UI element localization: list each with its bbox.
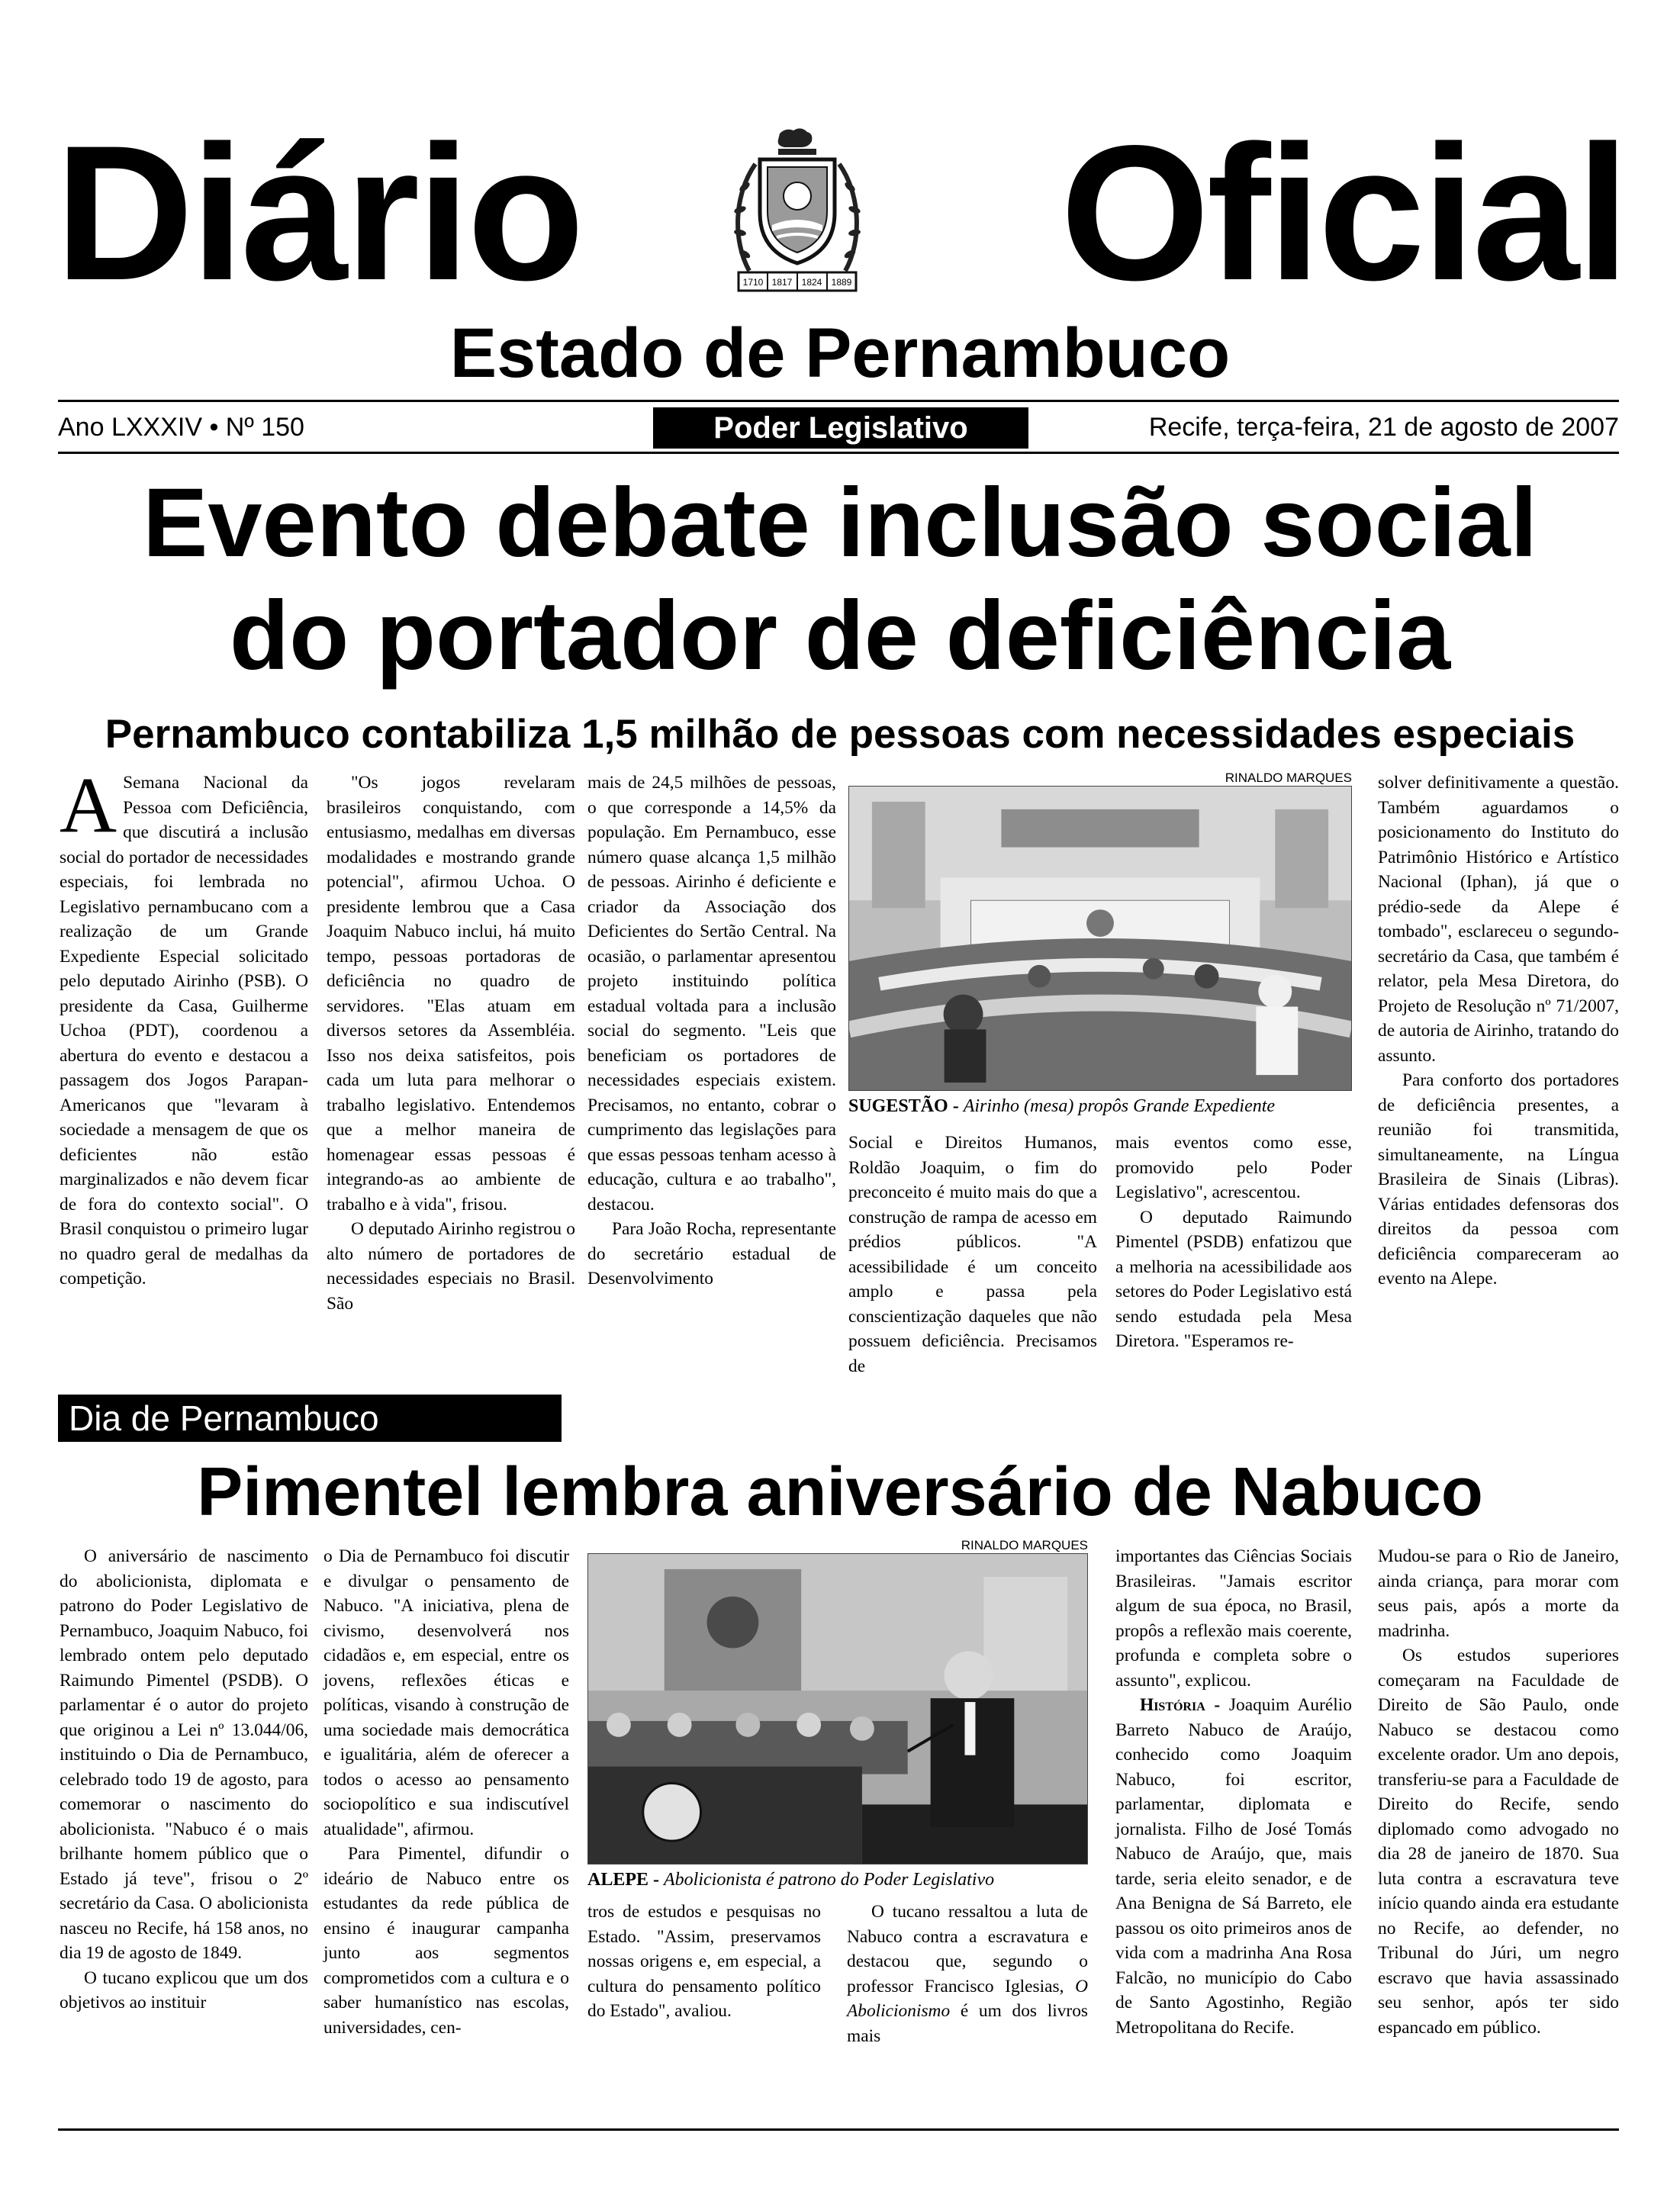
story1-column-1: [60, 761, 308, 1292]
story1-paragraph: O deputado Airinho registrou o alto número de portadores de necessidades especiais no Brasil. São: [327, 1219, 575, 1314]
story1-paragraph: solver definitivamente a questão. Também aguardamos o posicionamento do Instituto do Patrimônio Histórico e Artístico Nacional (Iphan), já que o prédio-sede da Alepe é tombado", esclareceu o segundo-secretário da Casa, que também é relator, pela Mesa Diretora, do Projeto de Resolução nº 71/2007, de autoria de Airinho, tratando do assunto.: [1378, 773, 1619, 1066]
seal-date-2: 1817: [771, 277, 793, 288]
story2-paragraph: importantes das Ciências Sociais Brasileiras. "Jamais escritor algum de sua época, no Brasil, propôs a reflexão mais coerente, profunda e completa sobre o assunto", explicou.: [1115, 1546, 1352, 1691]
masthead-subtitle: Estado de Pernambuco: [449, 314, 1231, 392]
book-title: O Abolicionismo: [847, 1976, 1088, 2021]
story2-paragraph: Mudou-se para o Rio de Janeiro, ainda criança, para morar com seus pais, após a morte da madrinha.: [1378, 1546, 1619, 1641]
nabuco-speaker-photo: [587, 1553, 1088, 1864]
story1-paragraph: O deputado Raimundo Pimentel (PSDB) enfatizou que a melhoria na acessibilidade aos setores do Poder Legislativo está sendo estudada pela Mesa Diretora. "Esperamos re-: [1115, 1207, 1352, 1351]
story1-paragraph: Para João Rocha, representante do secretário estadual de Desenvolvimento: [587, 1219, 836, 1289]
story2-paragraph: O aniversário de nascimento do abolicionista, diplomata e patrono do Poder Legislativo de Pernambuco, Joaquim Nabuco, foi lembrado ontem pelo deputado Raimundo Pimentel (PSDB). O parlamentar é o autor do projeto que originou a Lei nº 13.044/06, instituindo o Dia de Pernambuco, celebrado todo 19 de agosto, para comemorar o nascimento do abolicionista. "Nabuco é o mais brilhante homem público que o Estado já teve", frisou o 2º secretário da Casa. O abolicionista nasceu no Recife, há 158 anos, no dia 19 de agosto de 1849.: [60, 1546, 308, 1963]
caption-text: Airinho (mesa) propôs Grande Expediente: [963, 1096, 1276, 1116]
story1-paragraph: mais eventos como esse, promovido pelo Poder Legislativo", acrescentou.: [1115, 1133, 1352, 1202]
drop-cap: A: [60, 761, 117, 849]
caption-label-2: ALEPE -: [587, 1870, 660, 1890]
story1-paragraph: "Os jogos revelaram brasileiros conquistando, com entusiasmo, medalhas em diversas modalidades e mostrando grande potencial", afirmou Uchoa. O presidente lembrou que a Casa Joaquim Nabuco inclui, há muito tempo, pessoas portadoras de deficiência no quadro de servidores. "Elas atuam em diversos setores da Assembléia. Isso nos deixa satisfeitos, pois cada um luta para melhorar o trabalho legislativo. Entendemos que a melhor maneira de homenagear essas pessoas é integrando-as ao ambiente de trabalho e à vida", frisou.: [327, 773, 575, 1215]
section-bar-dia-de-pernambuco: Dia de Pernambuco: [58, 1395, 562, 1442]
story1-column-5: [1115, 1131, 1352, 1354]
masthead-word-oficial: Oficial: [1060, 106, 1627, 320]
story2-column-6: [1378, 1544, 1619, 2040]
dateline: Recife, terça-feira, 21 de agosto de 2007: [1148, 413, 1619, 442]
story1-col1-text: Semana Nacional da Pessoa com Deficiência, que discutirá a inclusão social do portador de necessidades especiais, foi lembrada no Legislativo pernambucano com a realização de um Grande Expediente Especial solicitado pelo deputado Airinho (PSB). O presidente da Casa, Guilherme Uchoa (PDT), coordenou a abertura do evento e destacou a passagem dos Jogos Parapan-Americanos que "levaram à sociedade a mensagem de que os deficientes não estão marginalizados e não devem ficar de fora do contexto social". O Brasil conquistou o primeiro lugar no quadro geral de medalhas da competição.: [60, 773, 308, 1289]
story1-column-3: [587, 771, 836, 1292]
story2-paragraph: [1115, 1693, 1352, 2040]
masthead-word-diario: Diário: [55, 106, 582, 320]
caption-text-2: Abolicionista é patrono do Poder Legislativo: [664, 1870, 995, 1890]
issue-number: Ano LXXXIV • Nº 150: [58, 413, 304, 442]
photo-caption: [848, 1094, 1275, 1118]
story1-paragraph: mais de 24,5 milhões de pessoas, o que corresponde a 14,5% da população. Em Pernambuco, esse número quase alcança 1,5 milhão de pessoas. Airinho é deficiente e criador da Associação dos Deficientes do Sertão Central. Na ocasião, o parlamentar apresentou projeto instituindo política estadual voltada para a inclusão social do segmento. "Leis que beneficiam os portadores de necessidades especiais existem. Precisamos, no entanto, cobrar o cumprimento das legislações para que essas pessoas tenham acesso à educação, cultura e ao trabalho", destacou.: [587, 773, 836, 1215]
coat-of-arms-graphic: [732, 126, 862, 298]
photo-credit-2: RINALDO MARQUES: [961, 1538, 1088, 1552]
story2-paragraph: O tucano explicou que um dos objetivos ao instituir: [60, 1967, 308, 2012]
story2-column-3: [587, 1900, 821, 2024]
second-headline: Pimentel lembra aniversário de Nabuco: [197, 1454, 1483, 1530]
rule-bottom: [58, 2128, 1619, 2131]
main-subhead: Pernambuco contabiliza 1,5 milhão de pessoas com necessidades especiais: [105, 712, 1575, 757]
main-headline-line1: Evento debate inclusão social: [142, 468, 1538, 578]
story1-paragraph: Social e Direitos Humanos, Roldão Joaquim, o fim do preconceito é muito mais do que a construção de rampa de acesso em prédios públicos. "A acessibilidade é um conceito amplo e passa pela conscientização daqueles que não possuem deficiência. Precisamos de: [848, 1133, 1097, 1376]
photo-credit: RINALDO MARQUES: [1225, 771, 1352, 785]
col4-text-before: O tucano ressaltou a luta de Nabuco contra a escravatura e destacou que, segundo o professor Francisco Iglesias,: [847, 1902, 1088, 1996]
plenary-session-photo: [848, 786, 1352, 1091]
story2-paragraph: Os estudos superiores começaram na Faculdade de Direito de São Paulo, onde Nabuco se destacou como excelente orador. Um ano depois, transferiu-se para a Faculdade de Direito do Recife, sendo diplomado como advogado no dia 28 de janeiro de 1870. Sua luta contra a escravatura teve início quando ainda era estudante no Recife, ao defender, no Tribunal do Júri, um negro escravo que havia assassinado seu senhor, após ter sido espancado em público.: [1378, 1646, 1619, 2038]
story2-paragraph: [847, 1900, 1088, 2048]
rule-top: [58, 400, 1619, 402]
story2-column-1: [60, 1544, 308, 2016]
history-label: História -: [1140, 1695, 1221, 1715]
story1-paragraph: Para conforto dos portadores de deficiência presentes, a reunião foi transmitida, simultaneamente, na Língua Brasileira de Sinais (Libras). Várias entidades defensoras dos direitos da pessoa com deficiência compareceram ao evento na Alepe.: [1378, 1070, 1619, 1289]
seal-date-1: 1710: [742, 277, 764, 288]
seal-date-4: 1889: [831, 277, 852, 288]
caption-label: SUGESTÃO -: [848, 1096, 959, 1116]
section-badge: Poder Legislativo: [653, 407, 1028, 449]
main-headline: [46, 467, 1634, 693]
history-text: Joaquim Aurélio Barreto Nabuco de Araújo, conhecido como Joaquim Nabuco, foi escritor, parlamentar, diplomata e jornalista. Filho de José Tomás Nabuco de Araújo, que, mais tarde, seria eleito senador, e de Ana Benigna de Sá Barreto, ele passou os oito primeiros anos de vida com a madrinha Ana Rosa Falcão, no município do Cabo de Santo Agostinho, Região Metropolitana do Recife.: [1115, 1695, 1352, 2038]
story1-column-2: [327, 771, 575, 1316]
main-headline-line2: do portador de deficiência: [229, 581, 1451, 690]
photo-caption-2: [587, 1868, 994, 1892]
story1-column-6: [1378, 771, 1619, 1292]
state-coat-of-arms: [732, 126, 862, 298]
story2-column-5: [1115, 1544, 1352, 2040]
col4-text-after: é um dos livros mais: [847, 2001, 1088, 2046]
story2-paragraph: tros de estudos e pesquisas no Estado. "Assim, preservamos nossas origens e, em especial, a cultura do pensamento político do Estado", avaliou.: [587, 1902, 821, 2021]
story2-paragraph: o Dia de Pernambuco foi discutir e divulgar o pensamento de Nabuco. "A iniciativa, plena de civismo, desenvolverá nos cidadãos e, em especial, entre os jovens, reflexões éticas e políticas, visando à construção de uma sociedade mais democrática e igualitária, além de oferecer a todos o acesso ao pensamento sociopolítico e sua indiscutível atualidade", afirmou.: [323, 1546, 569, 1839]
rule-mid: [58, 452, 1619, 454]
story2-paragraph: Para Pimentel, difundir o ideário de Nabuco entre os estudantes da rede pública de ensino é inaugurar campanha junto aos segmentos comprometidos com a cultura e o saber humanístico nas escolas, universidades, cen-: [323, 1844, 569, 2038]
plenary-photo-graphic: [849, 787, 1351, 1090]
story1-column-4: [848, 1131, 1097, 1379]
story1-paragraph: [60, 761, 308, 1292]
story2-column-4: [847, 1900, 1088, 2048]
seal-date-3: 1824: [801, 277, 822, 288]
story2-column-2: [323, 1544, 569, 2040]
nabuco-photo-graphic: [588, 1554, 1087, 1864]
